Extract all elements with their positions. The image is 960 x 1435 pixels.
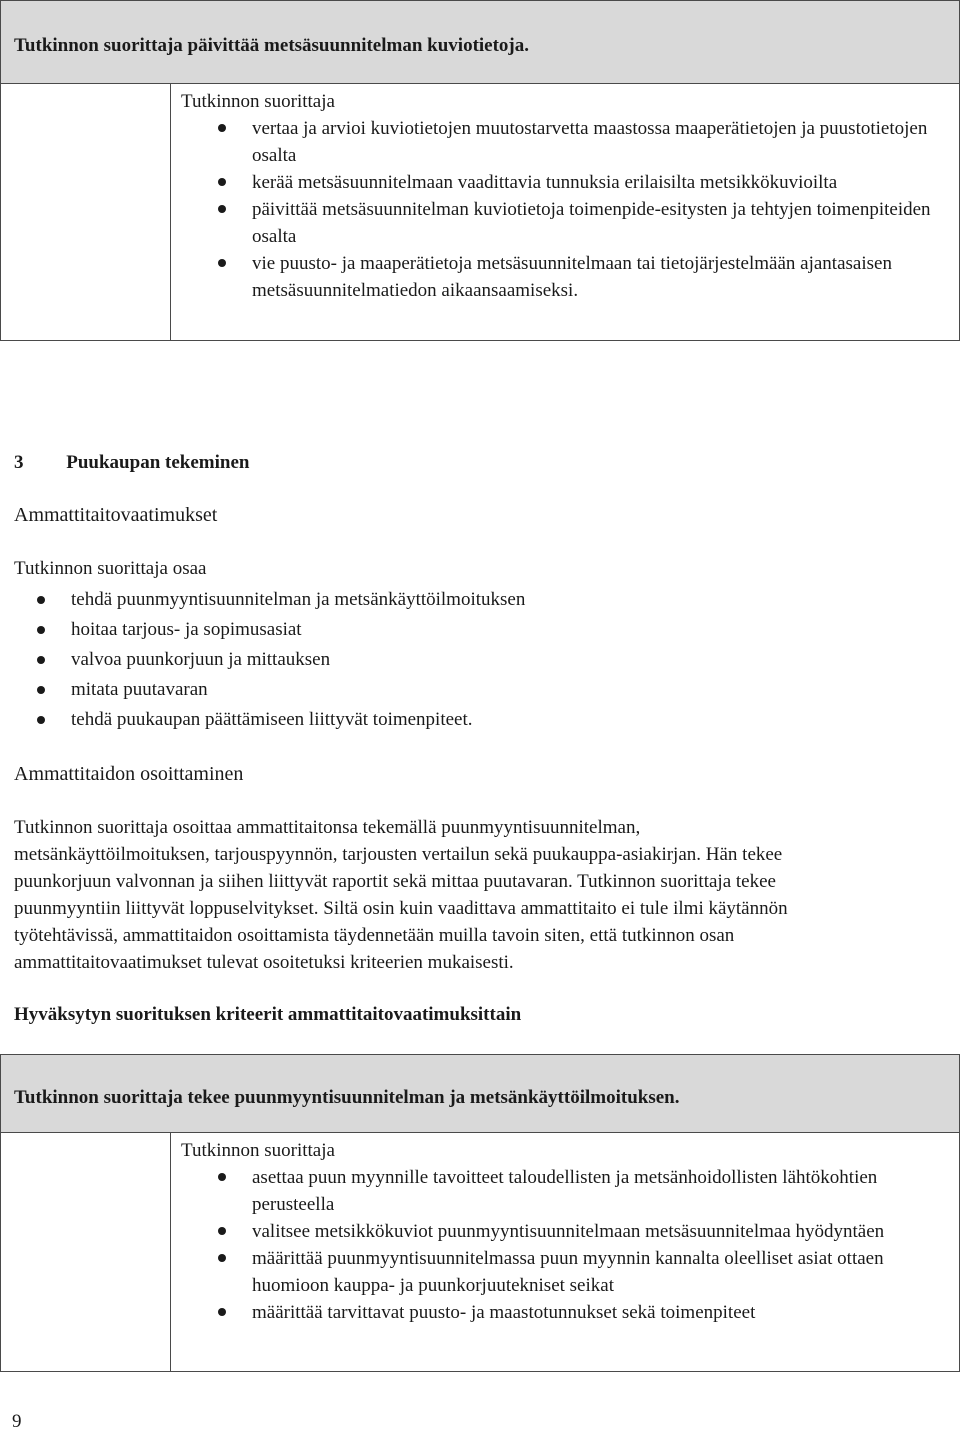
paragraph-line: puunkorjuun valvonnan ja siihen liittyvät raportit sekä mittaa puutavaran. Tutkinnon suorittaja tekee [14,871,776,892]
bullet-icon [37,686,45,694]
section-title [14,449,949,476]
criteria-table-1-intro: Tutkinnon suorittaja [181,91,335,112]
list-item: määrittää puunmyyntisuunnitelmassa puun myynnin kannalta oleelliset asiat ottaen huomioon kauppa- ja puunkorjuutekniset seikat [181,1245,949,1299]
criteria-table-2-header-text: Tutkinnon suorittaja tekee puunmyyntisuunnitelman ja metsänkäyttöilmoituksen. [14,1087,680,1108]
list-item: hoitaa tarjous- ja sopimusasiat [0,616,940,646]
list-item: asettaa puun myynnille tavoitteet taloudellisten ja metsänhoidollisten lähtökohtien perusteella [181,1164,949,1218]
criteria-table-1-blank-cell [1,84,171,341]
bullet-icon [37,716,45,724]
list-item: vertaa ja arvioi kuviotietojen muutostarvetta maastossa maaperätietojen ja puustotietojen osalta [181,115,949,169]
demonstration-paragraph [14,814,949,976]
criteria-table-1 [0,0,960,341]
criteria-table-2-header [1,1055,960,1133]
criteria-table-1-bullet-list [181,115,949,304]
criteria-table-1-content-cell [171,84,960,341]
list-item: valvoa puunkorjuun ja mittauksen [0,646,940,676]
paragraph-line: puunmyyntiin liittyvät loppuselvitykset. Siltä osin kuin vaadittava ammattitaito ei tule ilmi käytännön [14,898,788,919]
list-item: kerää metsäsuunnitelmaan vaadittavia tunnuksia erilaisilta metsikkökuvioilta [181,169,949,196]
requirements-list [0,586,940,736]
bullet-icon [37,626,45,634]
list-item: tehdä puukaupan päättämiseen liittyvät toimenpiteet. [0,706,940,736]
bullet-icon [218,259,226,267]
bullet-icon [218,124,226,132]
section-heading: Puukaupan tekeminen [66,452,250,473]
paragraph-line: Tutkinnon suorittaja osoittaa ammattitaitonsa tekemällä puunmyyntisuunnitelman, [14,817,641,838]
list-item: tehdä puunmyyntisuunnitelman ja metsänkäyttöilmoituksen [0,586,940,616]
bullet-icon [218,1254,226,1262]
criteria-table-2-intro: Tutkinnon suorittaja [181,1140,335,1161]
criteria-table-2 [0,1054,960,1372]
bullet-icon [218,1173,226,1181]
bullet-icon [218,205,226,213]
requirements-heading: Ammattitaitovaatimukset [14,504,218,526]
bullet-icon [218,178,226,186]
list-item: mitata puutavaran [0,676,940,706]
paragraph-line: ammattitaitovaatimukset tulevat osoitetuksi kriteerien mukaisesti. [14,952,514,973]
bullet-icon [37,656,45,664]
criteria-heading: Hyväksytyn suorituksen kriteerit ammattitaitovaatimuksittain [14,1004,522,1025]
bullet-icon [37,596,45,604]
list-item: vie puusto- ja maaperätietoja metsäsuunnitelmaan tai tietojärjestelmään ajantasaisen metsäsuunnitelmatiedon aikaansaamiseksi. [181,250,949,304]
requirements-intro: Tutkinnon suorittaja osaa [14,558,207,579]
bullet-icon [218,1227,226,1235]
list-item: päivittää metsäsuunnitelman kuviotietoja toimenpide-esitysten ja tehtyjen toimenpiteiden osalta [181,196,949,250]
criteria-table-2-blank-cell [1,1133,171,1372]
section-number: 3 [14,452,24,473]
criteria-table-2-content-cell [171,1133,960,1372]
list-item: valitsee metsikkökuviot puunmyyntisuunnitelmaan metsäsuunnitelmaa hyödyntäen [181,1218,949,1245]
criteria-table-2-bullet-list [181,1164,949,1326]
list-item: määrittää tarvittavat puusto- ja maastotunnukset sekä toimenpiteet [181,1299,949,1326]
demonstration-heading: Ammattitaidon osoittaminen [14,763,244,785]
paragraph-line: työtehtävissä, ammattitaidon osoittamista täydennetään muilla tavoin siten, että tutkinnon osan [14,925,735,946]
bullet-icon [218,1308,226,1316]
page-number: 9 [12,1411,22,1432]
criteria-table-1-header [1,1,960,84]
criteria-table-1-header-text: Tutkinnon suorittaja päivittää metsäsuunnitelman kuviotietoja. [14,35,530,56]
paragraph-line: metsänkäyttöilmoituksen, tarjouspyynnön, tarjousten vertailun sekä puukauppa-asiakirjan. Hän tekee [14,844,783,865]
